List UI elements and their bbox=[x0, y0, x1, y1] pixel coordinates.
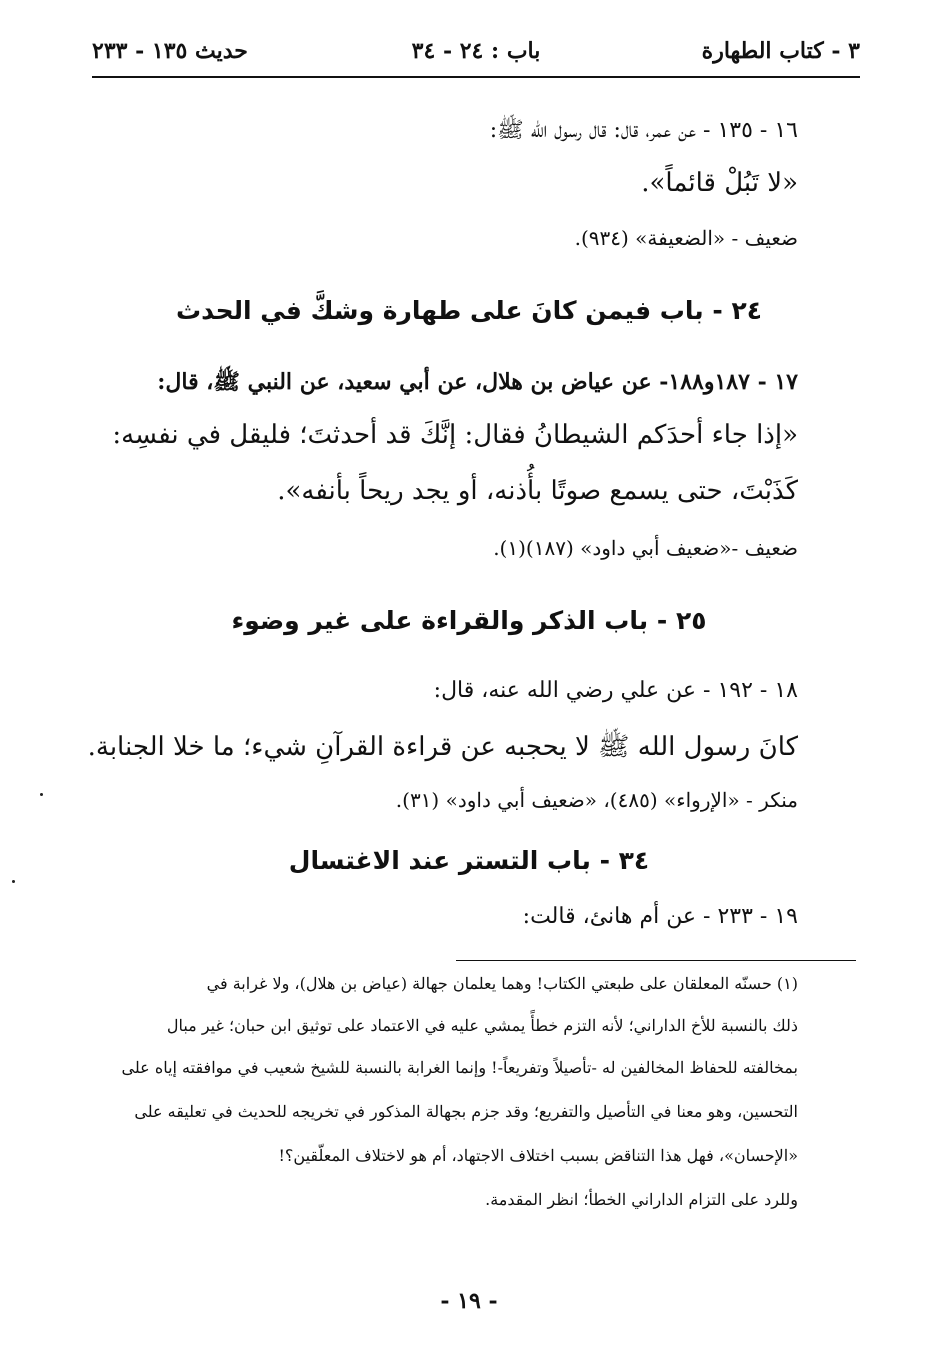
footnote-line-2: ذلك بالنسبة للأخ الداراني؛ لأنه التزم خطأً يمشي عليه في الاعتماد على توثيق ابن حبان؛ غير مبال bbox=[166, 1016, 798, 1035]
header-rule bbox=[92, 76, 860, 78]
hadith-17-text-line-2: كَذَبْتَ، حتى يسمع صوتًا بأُذنه، أو يجد ريحاً بأنفه». bbox=[277, 476, 798, 506]
scan-speck bbox=[12, 880, 15, 883]
hadith-18-text: كانَ رسول الله ﷺ لا يحجبه عن قراءة القرآنِ شيء؛ ما خلا الجنابة. bbox=[87, 732, 798, 762]
scan-speck bbox=[40, 793, 43, 796]
hadith-18-grade: منكر - «الإرواء» (٤٨٥)، «ضعيف أبي داود» (٣١). bbox=[395, 788, 798, 812]
header-hadith-range: حديث ١٣٥ - ٢٣٣ bbox=[92, 38, 248, 64]
hadith-18-intro: ١٨ - ١٩٢ - عن علي رضي الله عنه، قال: bbox=[433, 678, 798, 703]
bab-34-heading: ٣٤ - باب التستر عند الاغتسال bbox=[288, 846, 650, 875]
footnote-separator bbox=[456, 960, 856, 961]
hadith-16-intro: ١٦ - ١٣٥ - عن عمر، قال: قال رسول الله ﷺ: bbox=[489, 118, 798, 143]
hadith-19-intro: ١٩ - ٢٣٣ - عن أم هانئ، قالت: bbox=[522, 904, 798, 929]
hadith-17-text-line-1: «إذا جاء أحدَكم الشيطانُ فقال: إنَّكَ قد أحدثتَ؛ فليقل في نفسِه: bbox=[112, 420, 798, 450]
hadith-16-grade: ضعيف - «الضعيفة» (٩٣٤). bbox=[574, 226, 798, 250]
running-header bbox=[92, 34, 860, 74]
page-number: - ١٩ - bbox=[440, 1288, 498, 1314]
footnote-line-1: (١) حسنّه المعلقان على طبعتي الكتاب! وهما يعلمان جهالة (عياض بن هلال)، ولا غرابة في bbox=[206, 974, 798, 993]
hadith-17-intro: ١٧ - ١٨٧و١٨٨- عن عياض بن هلال، عن أبي سعيد، عن النبي ﷺ، قال: bbox=[157, 369, 798, 395]
footnote-line-4: التحسين، وهو معنا في التأصيل والتفريع؛ وقد جزم بجهالة المذكور في تخريجه للحديث في تعليقه على bbox=[134, 1102, 798, 1121]
footnote-line-3: بمخالفته للحفاظ المخالفين له -تأصيلاً وتفريعاً-! وإنما الغرابة بالنسبة للشيخ شعيب في موافقته إياه على bbox=[121, 1058, 798, 1077]
bab-25-heading: ٢٥ - باب الذكر والقراءة على غير وضوء bbox=[231, 606, 707, 635]
header-book-title: ٣ - كتاب الطهارة bbox=[701, 38, 860, 64]
header-chapter-range: باب : ٢٤ - ٣٤ bbox=[411, 38, 541, 64]
hadith-17-grade: ضعيف -«ضعيف أبي داود» (١٨٧)(١). bbox=[493, 536, 798, 560]
footnote-line-5: «الإحسان»، فهل هذا التناقض بسبب اختلاف الاجتهاد، أم هو لاختلاف المعلّقين؟! bbox=[278, 1146, 798, 1165]
bab-24-heading: ٢٤ - باب فيمن كانَ على طهارة وشكَّ في الحدث bbox=[176, 296, 762, 325]
hadith-16-text: «لا تَبُلْ قائماً». bbox=[641, 168, 798, 198]
footnote-line-6: وللرد على التزام الداراني الخطأ؛ انظر المقدمة. bbox=[485, 1190, 798, 1209]
